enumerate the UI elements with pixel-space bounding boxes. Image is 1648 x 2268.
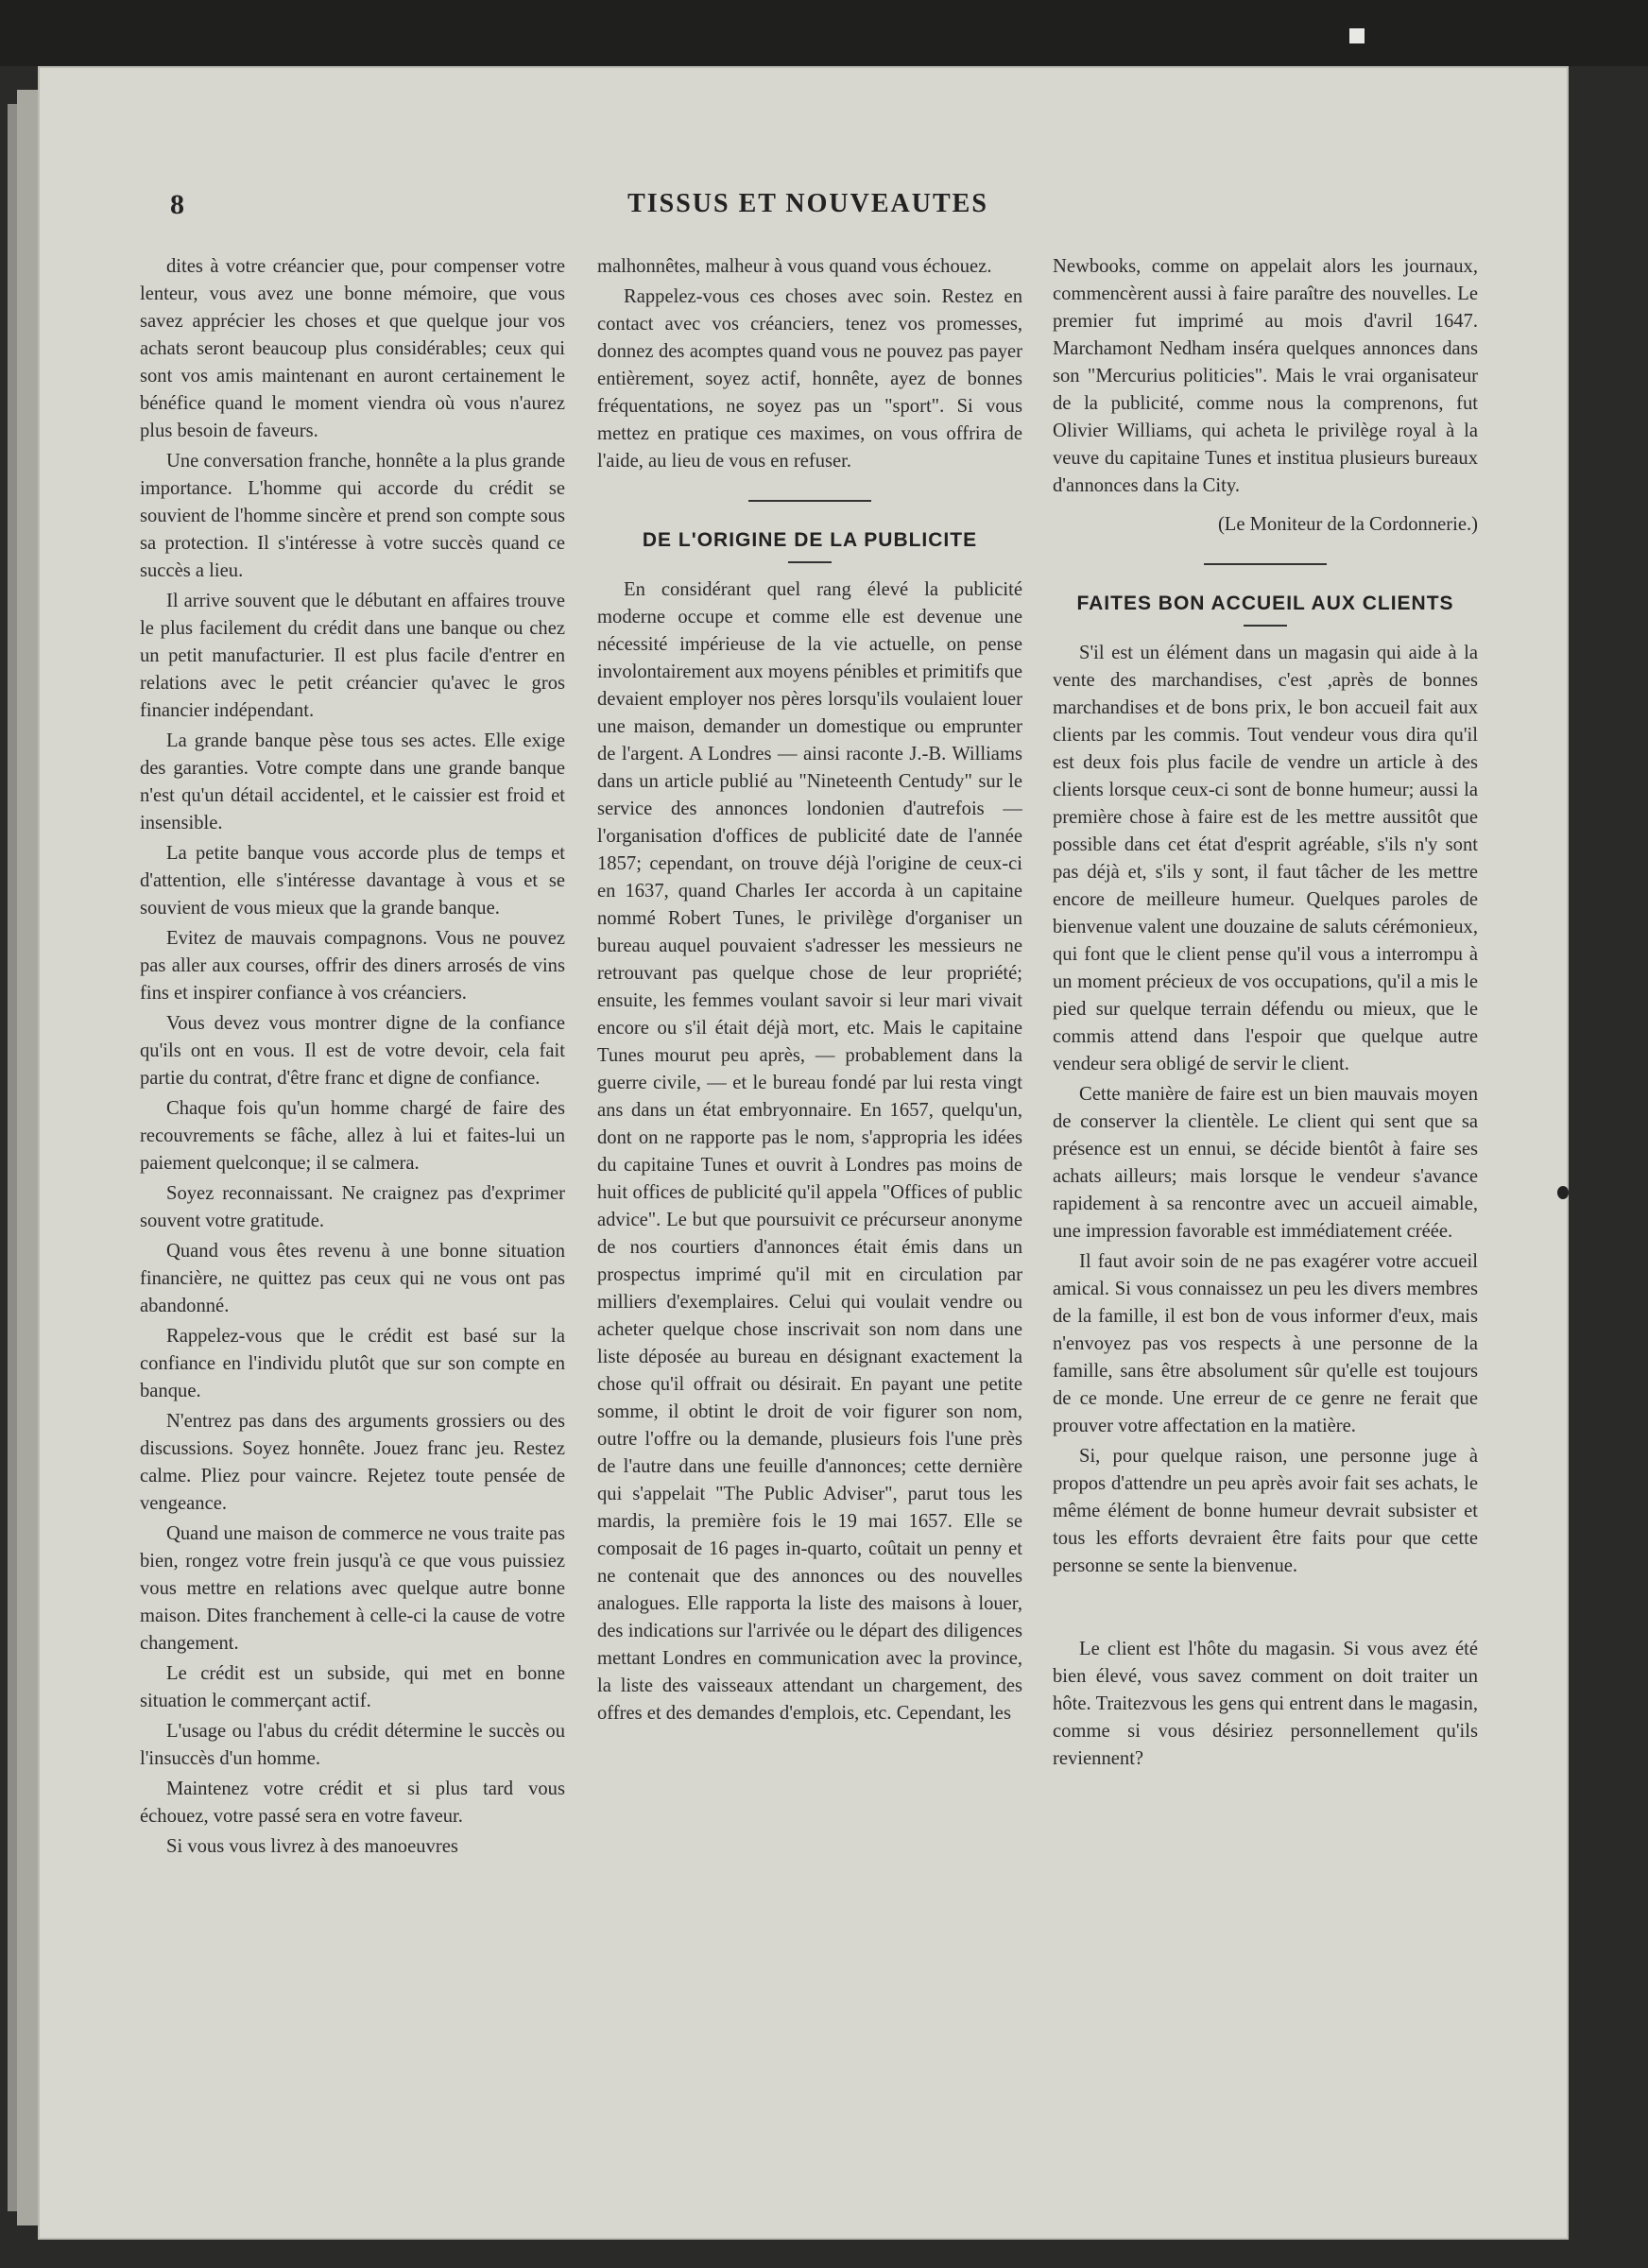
paragraph: Si, pour quelque raison, une personne juge à propos d'attendre un peu après avoir fait ses achats, le même élément de bonne humeur devrait subsister et tous les efforts devraient être faits pour que cette personne se sente la bienvenue. bbox=[1053, 1446, 1478, 1576]
section-divider bbox=[748, 500, 871, 502]
source-credit: (Le Moniteur de la Cordonnerie.) bbox=[1217, 514, 1478, 535]
section-divider bbox=[1204, 563, 1327, 565]
paragraph: Si vous vous livrez à des manoeuvres bbox=[166, 1836, 458, 1857]
paragraph: Rappelez-vous que le crédit est basé sur la confiance en l'individu plutôt que sur son compte en banque. bbox=[140, 1326, 565, 1401]
paragraph: Rappelez-vous ces choses avec soin. Restez en contact avec vos créanciers, tenez vos promesses, donnez des acomptes quand vous ne pouvez pas payer entièrement, soyez actif, honnête, ayez de bonnes fréquentations, ne soyez pas un "sport". Si vous mettez en pratique ces maximes, on vous offrira de l'aide, au lieu de vous en refuser. bbox=[597, 286, 1022, 472]
paragraph: En considérant quel rang élevé la publicité moderne occupe et comme elle est devenue une nécessité impérieuse de la vie actuelle, on pense involontairement aux moyens pénibles et primitifs que devaient employer nos pères lorsqu'ils voulaient louer une maison, demander un domestique ou emprunter de l'argent. A Londres — ainsi raconte J.-B. Williams dans un article publié au "Nineteenth Centudy" sur le service des annonces londonien d'autrefois — l'organisation d'offices de publicité date de l'année 1857; cependant, on trouve déjà l'origine de ceux-ci en 1637, quand Charles Ier accorda à un capitaine nommé Robert Tunes, le privilège d'organiser un bureau auquel pouvaient s'adresser les messieurs ne retrouvant pas quelque chose de leur propriété; ensuite, les femmes voulant savoir si leur mari vivait encore ou s'il était déjà mort, etc. Mais le capitaine Tunes mourut peu après, — probablement dans la guerre civile, — et le bureau fondé par lui resta vingt ans dans un état embryonnaire. En 1657, quelqu'un, dont on ne rapporte pas le nom, s'appropria les idées du capitaine Tunes et ouvrit à Londres pas moins de huit offices de publicité qu'il appela "Offices of public advice". Le but que poursuivit ce précurseur anonyme de nos courtiers d'annonces était émis dans un prospectus imprimé qu'il mit en circulation par milliers d'exemplaires. Celui qui voulait vendre ou acheter quelque chose inscrivait son nom dans une liste déposée au bureau en désignant exactement la chose qu'il offrait ou désirait. En payant une petite somme, il obtint le droit de voir figurer son nom, outre l'offre ou la demande, plusieurs fois l'une près de l'autre dans une feuille d'annonces; cette dernière qui s'appelait "The Public Adviser", parut tous les mardis, la première fois le 19 mai 1657. Elle se composait de 16 pages in-quarto, coûtait un penny et ne contenait que des annonces ou des nouvelles analogues. Elle rapporta la liste des maisons à louer, des indications sur l'arrivée ou le départ des diligences mettant Londres en communication avec la province, la liste des vaisseaux attendant un chargement, des offres et des demandes d'emplois, etc. Cependant, les bbox=[597, 579, 1022, 1724]
paragraph: Evitez de mauvais compagnons. Vous ne pouvez pas aller aux courses, offrir des diners arrosés de vins fins et inspirer confiance à vos créanciers. bbox=[140, 928, 565, 1004]
column-1 bbox=[140, 253, 565, 2143]
paragraph: dites à votre créancier que, pour compenser votre lenteur, vous avez une bonne mémoire, que vous savez apprécier les choses et que quelque jour vos achats seront beaucoup plus considérables; ceux qui sont vos amis maintenant en auront certainement le bénéfice quand le moment viendra où vous n'aurez plus besoin de faveurs. bbox=[140, 256, 565, 441]
paragraph: malhonnêtes, malheur à vous quand vous échouez. bbox=[597, 256, 992, 277]
running-title: TISSUS ET NOUVEAUTES bbox=[627, 189, 988, 218]
paragraph: Il faut avoir soin de ne pas exagérer votre accueil amical. Si vous connaissez un peu les divers membres de la famille, il est bon de vous informer d'eux, mais n'envoyez pas vos respects à une personne de la famille, sans être absolument sûr qu'elle est toujours de ce monde. Une erreur de ce genre ne ferait que prouver votre affectation en la matière. bbox=[1053, 1251, 1478, 1436]
page-number: 8 bbox=[170, 189, 184, 220]
page-edge bbox=[17, 90, 38, 2225]
article-heading: FAITES BON ACCUEIL AUX CLIENTS bbox=[1076, 593, 1454, 614]
paragraph: La petite banque vous accorde plus de temps et d'attention, elle s'intéresse davantage à vous et se souvient de vous mieux que la grande banque. bbox=[140, 843, 565, 919]
paragraph: Le crédit est un subside, qui met en bonne situation le commerçant actif. bbox=[140, 1663, 565, 1711]
paragraph: Quand vous êtes revenu à une bonne situation financière, ne quittez pas ceux qui ne vous ont pas abandonné. bbox=[140, 1241, 565, 1316]
paragraph: L'usage ou l'abus du crédit détermine le succès ou l'insuccès d'un homme. bbox=[140, 1721, 565, 1769]
binding-hole-mark bbox=[1557, 1186, 1569, 1199]
spacer bbox=[1053, 1583, 1478, 1636]
article-heading: DE L'ORIGINE DE LA PUBLICITE bbox=[642, 529, 978, 551]
paragraph: Newbooks, comme on appelait alors les journaux, commencèrent aussi à faire paraître des nouvelles. Le premier fut imprimé au mois d'avril 1647. Marchamont Nedham inséra quelques annonces dans son "Mercurius politicies". Mais le vrai organisateur de la publicité, comme nous la comprenons, fut Olivier Williams, qui acheta le privilège royal à la veuve du capitaine Tunes et institua plusieurs bureaux d'annonces dans la City. bbox=[1053, 256, 1478, 496]
paragraph: S'il est un élément dans un magasin qui aide à la vente des marchandises, c'est ,après de bonnes marchandises et de bons prix, le bon accueil fait aux clients par les commis. Tout vendeur vous dira qu'il est deux fois plus facile de vendre un article à des clients lorsque ceux-ci sont de bonne humeur; aussi la première chose à faire est de les mettre aussitôt que possible dans cet état d'esprit agréable, s'ils n'y sont pas déjà et, s'ils y sont, il faut tâcher de les mettre encore de meilleure humeur. Quelques paroles de bienvenue valent une douzaine de saluts cérémonieux, qui font que le client pense qu'il vous a interrompu à un moment précieux de vos occupations, qu'il a mis le pied sur quelque terrain défendu ou mieux, que le commis attend dans l'espoir que quelque autre vendeur sera obligé de servir le client. bbox=[1053, 643, 1478, 1074]
paragraph: Vous devez vous montrer digne de la confiance qu'ils ont en vous. Il est de votre devoir, cela fait partie du contrat, d'être franc et digne de confiance. bbox=[140, 1013, 565, 1089]
paragraph: Une conversation franche, honnête a la plus grande importance. L'homme qui accorde du crédit se souvient de l'homme sincère et prend son compte sous sa protection. Il s'intéresse à votre succès quand ce succès a lieu. bbox=[140, 451, 565, 581]
scan-mark bbox=[1349, 28, 1365, 43]
paragraph: Quand une maison de commerce ne vous traite pas bien, rongez votre frein jusqu'à ce que vous puissiez vous mettre en relations avec quelque autre bonne maison. Dites franchement à celle-ci la cause de votre changement. bbox=[140, 1523, 565, 1654]
paragraph: Cette manière de faire est un bien mauvais moyen de conserver la clientèle. Le client qui sent que sa présence est un ennui, se décide bientôt à faire ses achats ailleurs; mais lorsque le vendeur s'avance rapidement à sa rencontre avec un accueil aimable, une impression favorable est immédiatement créée. bbox=[1053, 1084, 1478, 1242]
heading-underline bbox=[788, 561, 832, 563]
paragraph: N'entrez pas dans des arguments grossiers ou des discussions. Soyez honnête. Jouez franc jeu. Restez calme. Pliez pour vaincre. Rejetez toute pensée de vengeance. bbox=[140, 1411, 565, 1514]
paragraph: Il arrive souvent que le débutant en affaires trouve le plus facilement du crédit dans une banque ou chez un petit manufacturier. Il est plus facile d'entrer en relations avec le petit créancier qu'avec le gros financier indépendant. bbox=[140, 591, 565, 721]
article-columns bbox=[140, 253, 1482, 2143]
page-header bbox=[132, 189, 1484, 227]
paragraph: La grande banque pèse tous ses actes. Elle exige des garanties. Votre compte dans une grande banque n'est qu'un détail accidentel, et le caissier est froid et insensible. bbox=[140, 730, 565, 833]
column-3 bbox=[1053, 253, 1478, 2143]
scan-top-strip bbox=[0, 0, 1648, 66]
heading-underline bbox=[1244, 625, 1287, 627]
paragraph: Maintenez votre crédit et si plus tard vous échouez, votre passé sera en votre faveur. bbox=[140, 1778, 565, 1827]
paragraph: Chaque fois qu'un homme chargé de faire des recouvrements se fâche, allez à lui et faites-lui un paiement quelconque; il se calmera. bbox=[140, 1098, 565, 1174]
paragraph: Soyez reconnaissant. Ne craignez pas d'exprimer souvent votre gratitude. bbox=[140, 1183, 565, 1231]
column-2 bbox=[597, 253, 1022, 2143]
closing-paragraph: Le client est l'hôte du magasin. Si vous avez été bien élevé, vous savez comment on doit traiter un hôte. Traitezvous les gens qui entrent dans le magasin, comme si vous désiriez personnellement qu'ils reviennent? bbox=[1053, 1639, 1478, 1769]
page-edge-back bbox=[8, 104, 17, 2211]
